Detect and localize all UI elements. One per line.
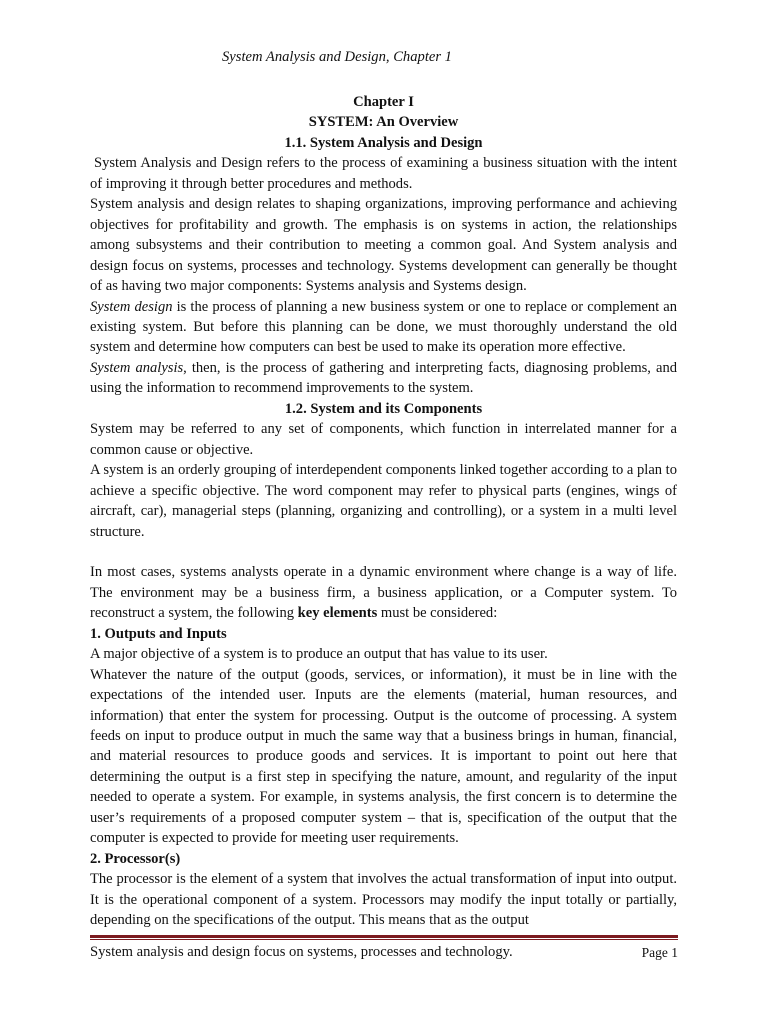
paragraph: The processor is the element of a system that involves the actual transformation of input into output. It is the operational component of a system. Processors may modify the input totally or partially, depending on the specifications of the output. This means that as the output xyxy=(90,871,677,929)
subheading-processors: 2. Processor(s) xyxy=(90,850,181,867)
paragraph-text: , then, is the process of gathering and interpreting facts, diagnosing problems, and using the information to recommend improvements to the system. xyxy=(90,359,677,397)
paragraph-text: In most cases, systems analysts operate in a dynamic environment where change is a way of life. The environment may be a business firm, a business application, or a Computer system. To reconstruct a system, the following xyxy=(90,564,677,622)
paragraph: System analysis and design relates to shaping organizations, improving performance and achieving objectives for profitability and growth. The emphasis is on systems in action, the relationships among subsystems and their contribution to meeting a common goal. And System analysis and design focus on systems, processes and technology. Systems development can generally be thought of as having two major components: Systems analysis and Systems design. xyxy=(90,196,677,295)
document-body xyxy=(90,92,677,931)
running-header-title: System Analysis and Design, Chapter 1 xyxy=(222,49,452,65)
chapter-label: Chapter I xyxy=(353,94,414,110)
paragraph: A major objective of a system is to produce an output that has value to its user. xyxy=(90,646,548,663)
term-system-analysis: System analysis xyxy=(90,359,184,376)
paragraph: System may be referred to any set of components, which function in interrelated manner for a common cause or objective. xyxy=(90,421,677,458)
term-system-design: System design xyxy=(90,298,173,315)
footer-text: System analysis and design focus on systems, processes and technology. xyxy=(90,944,513,960)
paragraph-text: must be considered: xyxy=(377,605,498,622)
paragraph: System Analysis and Design refers to the process of examining a business situation with the intent of improving it through better procedures and methods. xyxy=(90,155,677,192)
subheading-outputs-inputs: 1. Outputs and Inputs xyxy=(90,625,227,642)
paragraph: A system is an orderly grouping of interdependent components linked together according to a plan to achieve a specific objective. The word component may refer to physical parts (engines, wings of aircraft, car), managerial steps (planning, organizing and controlling), or a system in a multi level structure. xyxy=(90,462,677,540)
paragraph-text: is the process of planning a new business system or one to replace or complement an existing system. But before this planning can be done, we must thoroughly understand the old system and determine how computers can best be used to make its operation more effective. xyxy=(90,298,678,356)
footer-rule-thin xyxy=(90,939,678,940)
section-heading-1-2: 1.2. System and its Components xyxy=(284,400,483,417)
paragraph xyxy=(90,562,677,623)
section-heading-1-1: 1.1. System Analysis and Design xyxy=(284,134,483,151)
chapter-title: SYSTEM: An Overview xyxy=(308,114,459,131)
key-elements-bold: key elements xyxy=(297,605,378,622)
paragraph xyxy=(90,297,677,358)
paragraph xyxy=(90,358,677,399)
blank-line xyxy=(90,542,677,562)
paragraph: Whatever the nature of the output (goods, services, or information), it must be in line with the expectations of the intended user. Inputs are the elements (material, human resources, and information) that enter the system for processing. Output is the outcome of processing. A system feeds on input to produce output in much the same way that a business brings in human, financial, and material resources to produce goods and services. It is important to point out here that determining the output is a first step in specifying the nature, amount, and regularity of the input needed to operate a system. For example, in systems analysis, the first concern is to determine the user’s requirements of a proposed computer system – that is, specification of the output that the computer is expected to provide for meeting user requirements. xyxy=(90,666,677,847)
footer-rule-thick xyxy=(90,935,678,938)
page-number: Page 1 xyxy=(641,945,678,960)
